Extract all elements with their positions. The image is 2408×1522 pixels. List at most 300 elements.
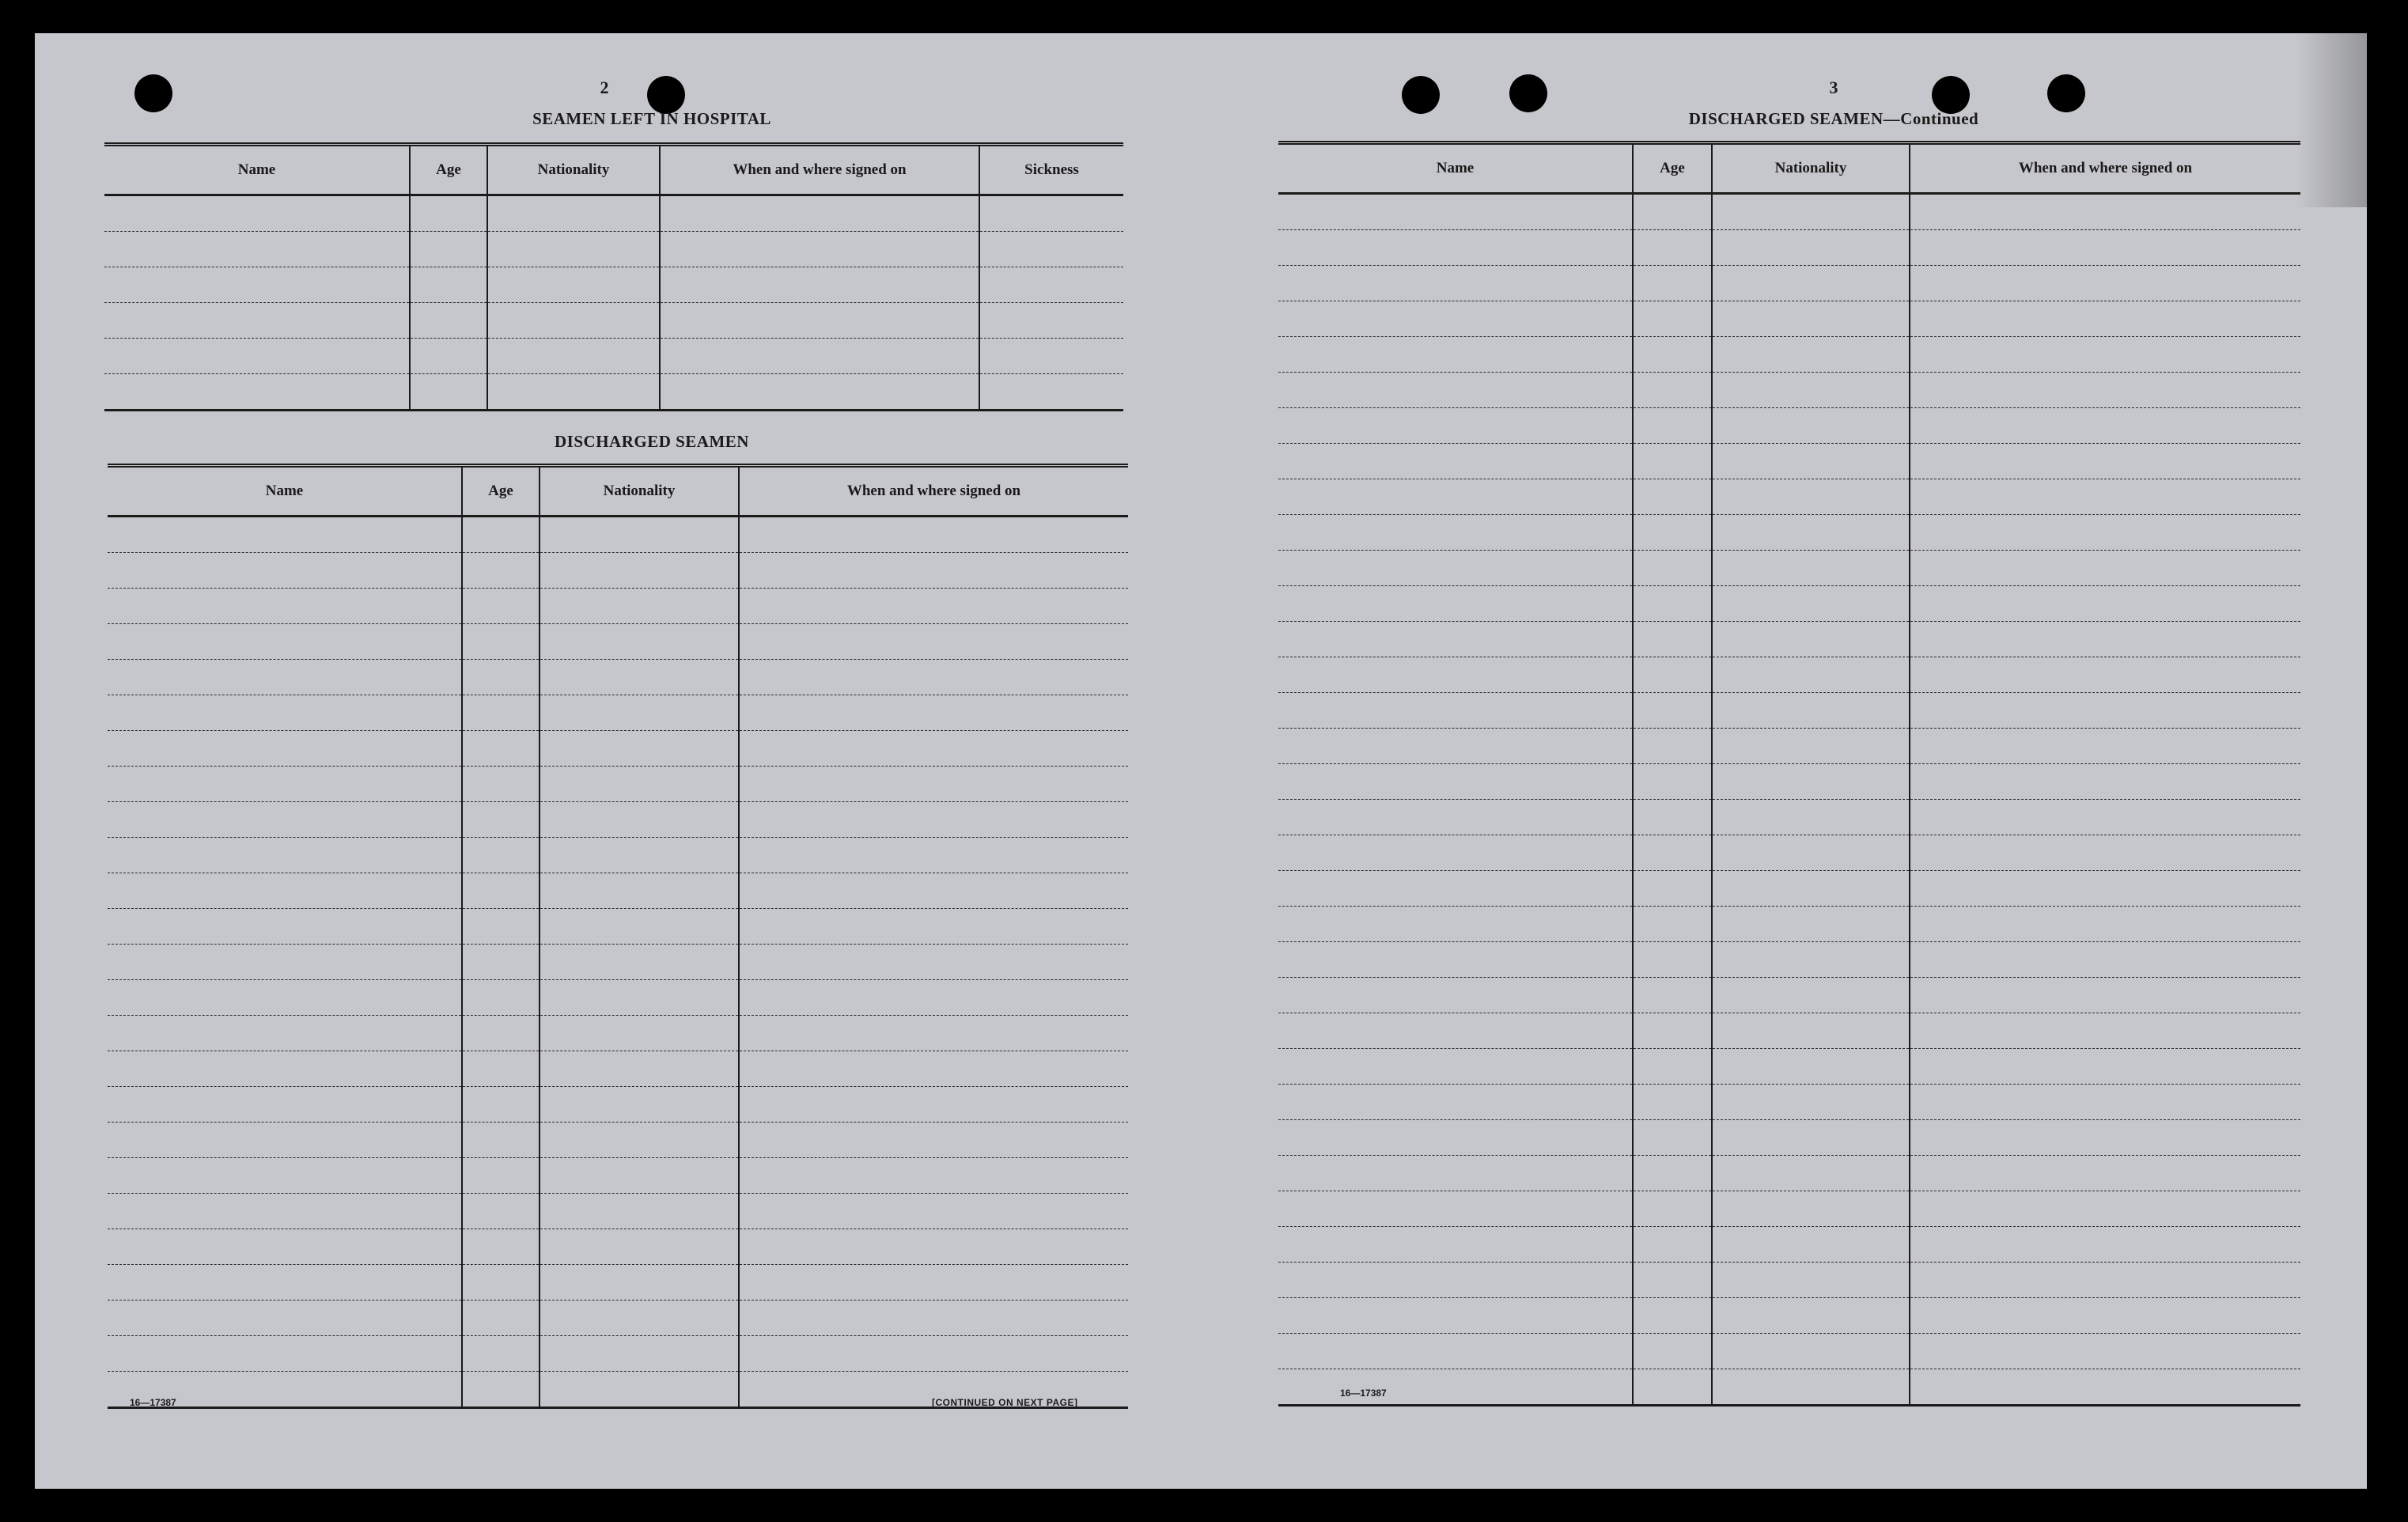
section-title-discharged: DISCHARGED SEAMEN (555, 432, 749, 451)
blank-cell (1910, 479, 2300, 515)
table-row (108, 1158, 1128, 1194)
form-code: 16—17387 (1340, 1388, 1387, 1399)
blank-cell (540, 802, 739, 838)
blank-cell (540, 660, 739, 695)
blank-cell (1712, 729, 1910, 764)
table-row (104, 339, 1123, 374)
blank-cell (660, 267, 979, 303)
blank-cell (462, 1194, 540, 1229)
section-title-main: DISCHARGED SEAMEN (1688, 109, 1884, 128)
blank-cell (462, 1372, 540, 1408)
table-row (108, 731, 1128, 767)
table-row (1278, 337, 2300, 373)
blank-cell (1910, 1263, 2300, 1298)
table-row (1278, 1298, 2300, 1334)
table-row (108, 589, 1128, 624)
discharged-continued-table (1278, 141, 2300, 1407)
blank-cell (1910, 622, 2300, 657)
blank-cell (1910, 230, 2300, 266)
blank-cell (108, 1158, 462, 1194)
section-title-discharged-continued (1620, 109, 2047, 129)
blank-cell (660, 374, 979, 411)
blank-cell (1278, 942, 1633, 978)
punch-hole (134, 74, 172, 112)
blank-cell (108, 802, 462, 838)
blank-cell (462, 695, 540, 731)
blank-cell (1712, 1263, 1910, 1298)
blank-cell (1633, 1263, 1712, 1298)
blank-cell (1278, 586, 1633, 622)
blank-cell (739, 1123, 1128, 1158)
blank-cell (1712, 408, 1910, 444)
blank-cell (1910, 1156, 2300, 1191)
blank-cell (108, 1087, 462, 1123)
table-row (1278, 835, 2300, 871)
table-row (1278, 942, 2300, 978)
blank-cell (462, 1336, 540, 1372)
blank-cell (1712, 373, 1910, 408)
blank-cell (739, 1336, 1128, 1372)
blank-cell (540, 1265, 739, 1301)
table-row (1278, 194, 2300, 230)
blank-cell (462, 1087, 540, 1123)
blank-cell (462, 980, 540, 1016)
blank-cell (1712, 835, 1910, 871)
blank-cell (1712, 657, 1910, 693)
blank-cell (462, 873, 540, 909)
blank-cell (1278, 1227, 1633, 1263)
blank-cell (487, 303, 660, 339)
blank-cell (1712, 479, 1910, 515)
blank-cell (1633, 1369, 1712, 1406)
column-header-nationality: Nationality (540, 466, 739, 517)
blank-cell (1712, 515, 1910, 551)
blank-cell (1633, 942, 1712, 978)
blank-cell (1910, 871, 2300, 907)
blank-cell (979, 267, 1123, 303)
blank-cell (410, 339, 487, 374)
blank-cell (487, 195, 660, 232)
right-page (1201, 33, 2367, 1489)
blank-cell (739, 589, 1128, 624)
blank-cell (462, 1158, 540, 1194)
table-row (1278, 693, 2300, 729)
blank-cell (979, 303, 1123, 339)
table-row (108, 1265, 1128, 1301)
punch-hole (1402, 76, 1440, 114)
blank-cell (108, 589, 462, 624)
blank-cell (739, 553, 1128, 589)
column-header-signed-on: When and where signed on (739, 466, 1128, 517)
blank-cell (1278, 1013, 1633, 1049)
blank-cell (1278, 871, 1633, 907)
blank-cell (739, 1265, 1128, 1301)
blank-cell (1712, 764, 1910, 800)
blank-cell (540, 838, 739, 873)
blank-cell (1278, 1334, 1633, 1369)
blank-cell (1712, 301, 1910, 337)
blank-cell (739, 909, 1128, 945)
blank-cell (1910, 1085, 2300, 1120)
blank-cell (739, 838, 1128, 873)
table-row (108, 802, 1128, 838)
blank-cell (1633, 373, 1712, 408)
column-header-name: Name (1278, 143, 1633, 194)
blank-cell (1712, 1085, 1910, 1120)
blank-cell (108, 980, 462, 1016)
blank-cell (1712, 693, 1910, 729)
table-row (108, 624, 1128, 660)
blank-cell (540, 1301, 739, 1336)
blank-cell (410, 303, 487, 339)
blank-cell (1712, 551, 1910, 586)
blank-cell (1278, 729, 1633, 764)
blank-cell (739, 945, 1128, 980)
blank-cell (1633, 194, 1712, 230)
blank-cell (540, 1194, 739, 1229)
blank-cell (1633, 551, 1712, 586)
blank-cell (1712, 1156, 1910, 1191)
blank-cell (1910, 942, 2300, 978)
blank-cell (1633, 479, 1712, 515)
blank-cell (108, 553, 462, 589)
blank-cell (1910, 586, 2300, 622)
blank-cell (462, 1051, 540, 1087)
table-row (1278, 551, 2300, 586)
table-row (1278, 1120, 2300, 1156)
blank-cell (739, 767, 1128, 802)
page-number: 2 (600, 78, 609, 97)
blank-cell (1278, 978, 1633, 1013)
blank-cell (410, 195, 487, 232)
table-row (1278, 1191, 2300, 1227)
table-row (1278, 907, 2300, 942)
scanned-document (35, 33, 2367, 1489)
hospital-table (104, 142, 1123, 411)
blank-cell (1910, 444, 2300, 479)
blank-cell (1278, 551, 1633, 586)
blank-cell (1633, 1013, 1712, 1049)
blank-cell (1910, 1013, 2300, 1049)
blank-cell (108, 660, 462, 695)
column-header-nationality: Nationality (1712, 143, 1910, 194)
blank-cell (1712, 1049, 1910, 1085)
blank-cell (1278, 835, 1633, 871)
blank-cell (1633, 693, 1712, 729)
blank-cell (108, 1229, 462, 1265)
table-row (1278, 1227, 2300, 1263)
blank-cell (410, 267, 487, 303)
blank-cell (108, 1301, 462, 1336)
blank-cell (1910, 800, 2300, 835)
blank-cell (462, 1301, 540, 1336)
blank-cell (1712, 444, 1910, 479)
blank-cell (540, 873, 739, 909)
blank-cell (1910, 337, 2300, 373)
blank-cell (1278, 1369, 1633, 1406)
blank-cell (1633, 1120, 1712, 1156)
table-row (1278, 764, 2300, 800)
table-row (1278, 800, 2300, 835)
blank-cell (1633, 586, 1712, 622)
blank-cell (1910, 907, 2300, 942)
blank-cell (739, 873, 1128, 909)
table-row (1278, 1013, 2300, 1049)
blank-cell (739, 1051, 1128, 1087)
blank-cell (1910, 551, 2300, 586)
blank-cell (410, 374, 487, 411)
table-row (1278, 266, 2300, 301)
blank-cell (1278, 657, 1633, 693)
blank-cell (1633, 1334, 1712, 1369)
table-row (108, 945, 1128, 980)
blank-cell (1910, 1369, 2300, 1406)
blank-cell (1278, 373, 1633, 408)
blank-cell (540, 767, 739, 802)
table-row (108, 767, 1128, 802)
blank-cell (540, 1087, 739, 1123)
blank-cell (1910, 301, 2300, 337)
table-row (104, 195, 1123, 232)
blank-cell (1633, 622, 1712, 657)
column-header-name: Name (104, 145, 410, 195)
blank-cell (1278, 301, 1633, 337)
blank-cell (1910, 729, 2300, 764)
blank-cell (540, 731, 739, 767)
blank-cell (739, 624, 1128, 660)
blank-cell (739, 660, 1128, 695)
table-row (1278, 978, 2300, 1013)
blank-cell (739, 1194, 1128, 1229)
blank-cell (108, 945, 462, 980)
blank-cell (108, 695, 462, 731)
blank-cell (739, 731, 1128, 767)
table-row (1278, 230, 2300, 266)
blank-cell (104, 303, 410, 339)
blank-cell (739, 1087, 1128, 1123)
table-row (108, 553, 1128, 589)
blank-cell (1910, 1120, 2300, 1156)
blank-cell (108, 731, 462, 767)
blank-cell (1278, 693, 1633, 729)
blank-cell (487, 339, 660, 374)
blank-cell (1633, 408, 1712, 444)
table-row (1278, 301, 2300, 337)
blank-cell (660, 339, 979, 374)
blank-cell (1910, 764, 2300, 800)
blank-cell (1278, 907, 1633, 942)
blank-cell (1712, 1191, 1910, 1227)
blank-cell (462, 1123, 540, 1158)
table-row (108, 1336, 1128, 1372)
blank-cell (1633, 1156, 1712, 1191)
blank-cell (739, 980, 1128, 1016)
continued-note: [CONTINUED ON NEXT PAGE] (932, 1397, 1078, 1408)
blank-cell (104, 267, 410, 303)
blank-cell (1278, 1156, 1633, 1191)
column-header-age: Age (1633, 143, 1712, 194)
blank-cell (108, 1336, 462, 1372)
blank-cell (1712, 871, 1910, 907)
blank-cell (1910, 1334, 2300, 1369)
blank-cell (1633, 1227, 1712, 1263)
table-row (108, 980, 1128, 1016)
left-page (35, 33, 1201, 1489)
blank-cell (1278, 194, 1633, 230)
blank-cell (1910, 373, 2300, 408)
blank-cell (108, 1123, 462, 1158)
blank-cell (108, 838, 462, 873)
blank-cell (540, 589, 739, 624)
table-row (108, 873, 1128, 909)
table-row (104, 232, 1123, 267)
section-title-hospital: SEAMEN LEFT IN HOSPITAL (532, 109, 771, 128)
blank-cell (462, 553, 540, 589)
blank-cell (1278, 515, 1633, 551)
discharged-table (108, 464, 1128, 1409)
section-title-suffix: —Continued (1883, 109, 1979, 128)
blank-cell (1633, 978, 1712, 1013)
blank-cell (540, 1229, 739, 1265)
blank-cell (1278, 266, 1633, 301)
blank-cell (1278, 1085, 1633, 1120)
blank-cell (1633, 1191, 1712, 1227)
blank-cell (1278, 1120, 1633, 1156)
blank-cell (1278, 444, 1633, 479)
blank-cell (1633, 337, 1712, 373)
blank-cell (1910, 515, 2300, 551)
table-row (1278, 1049, 2300, 1085)
blank-cell (540, 980, 739, 1016)
blank-cell (1633, 871, 1712, 907)
blank-cell (487, 374, 660, 411)
blank-cell (540, 909, 739, 945)
blank-cell (108, 767, 462, 802)
blank-cell (104, 195, 410, 232)
blank-cell (108, 517, 462, 553)
table-row (1278, 1334, 2300, 1369)
blank-cell (1712, 1369, 1910, 1406)
blank-cell (739, 1016, 1128, 1051)
blank-cell (1712, 1334, 1910, 1369)
table-row (108, 1016, 1128, 1051)
blank-cell (739, 517, 1128, 553)
blank-cell (108, 873, 462, 909)
blank-cell (108, 1016, 462, 1051)
blank-cell (1910, 408, 2300, 444)
blank-cell (1278, 800, 1633, 835)
table-row (108, 517, 1128, 553)
blank-cell (462, 909, 540, 945)
blank-cell (104, 232, 410, 267)
table-row (1278, 729, 2300, 764)
blank-cell (979, 195, 1123, 232)
table-row (104, 303, 1123, 339)
blank-cell (540, 553, 739, 589)
blank-cell (1712, 942, 1910, 978)
blank-cell (1633, 764, 1712, 800)
table-row (108, 1194, 1128, 1229)
table-row (104, 267, 1123, 303)
blank-cell (1633, 835, 1712, 871)
table-row (1278, 1369, 2300, 1406)
blank-cell (462, 767, 540, 802)
blank-cell (540, 1051, 739, 1087)
blank-cell (1712, 800, 1910, 835)
blank-cell (1278, 1298, 1633, 1334)
table-row (108, 1229, 1128, 1265)
column-header-name: Name (108, 466, 462, 517)
blank-cell (462, 838, 540, 873)
blank-cell (1278, 479, 1633, 515)
blank-cell (1712, 266, 1910, 301)
blank-cell (462, 802, 540, 838)
blank-cell (540, 624, 739, 660)
blank-cell (1712, 1227, 1910, 1263)
table-row (104, 374, 1123, 411)
blank-cell (540, 1016, 739, 1051)
blank-cell (1712, 622, 1910, 657)
blank-cell (1712, 1120, 1910, 1156)
blank-cell (108, 1265, 462, 1301)
table-row (108, 1087, 1128, 1123)
blank-cell (487, 232, 660, 267)
blank-cell (1910, 194, 2300, 230)
blank-cell (1633, 515, 1712, 551)
scan-shadow (2296, 33, 2367, 207)
blank-cell (1712, 1298, 1910, 1334)
punch-hole (647, 76, 685, 114)
blank-cell (660, 303, 979, 339)
blank-cell (1278, 337, 1633, 373)
blank-cell (104, 339, 410, 374)
blank-cell (1712, 978, 1910, 1013)
page-number: 3 (1829, 78, 1838, 97)
blank-cell (1910, 1049, 2300, 1085)
blank-cell (108, 624, 462, 660)
blank-cell (1712, 194, 1910, 230)
blank-cell (104, 374, 410, 411)
blank-cell (1712, 1013, 1910, 1049)
form-code: 16—17387 (130, 1397, 176, 1408)
table-row (1278, 871, 2300, 907)
blank-cell (1910, 1191, 2300, 1227)
blank-cell (462, 1016, 540, 1051)
blank-cell (540, 1158, 739, 1194)
table-row (108, 1301, 1128, 1336)
blank-cell (1278, 408, 1633, 444)
blank-cell (1633, 230, 1712, 266)
table-row (1278, 657, 2300, 693)
table-row (108, 838, 1128, 873)
blank-cell (462, 624, 540, 660)
blank-cell (1278, 1191, 1633, 1227)
blank-cell (1712, 230, 1910, 266)
blank-cell (1633, 301, 1712, 337)
blank-cell (739, 802, 1128, 838)
table-row (108, 1123, 1128, 1158)
blank-cell (1633, 729, 1712, 764)
blank-cell (540, 517, 739, 553)
blank-cell (1633, 266, 1712, 301)
table-row (1278, 479, 2300, 515)
blank-cell (1633, 800, 1712, 835)
table-row (1278, 444, 2300, 479)
blank-cell (462, 1229, 540, 1265)
blank-cell (979, 374, 1123, 411)
blank-cell (1633, 1049, 1712, 1085)
blank-cell (540, 1372, 739, 1408)
